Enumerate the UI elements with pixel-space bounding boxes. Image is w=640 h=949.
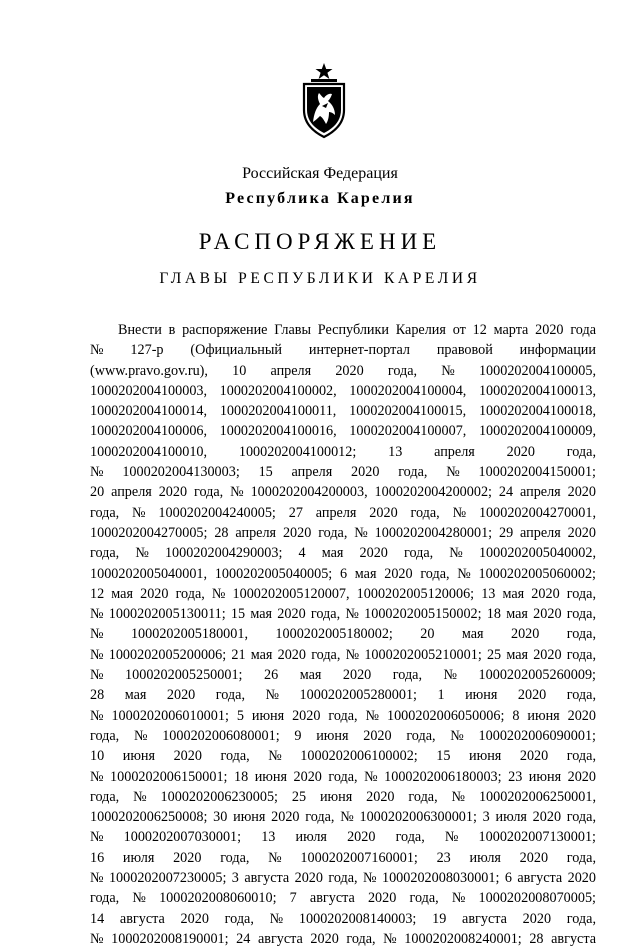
body-line: № 1000202008190001; 24 августа 2020 года, № 1000202008240001; 28 августа	[90, 930, 596, 947]
body-line: № 1000202005200006; 21 мая 2020 года, № 1000202005210001; 25 мая 2020 года,	[90, 646, 596, 663]
body-line: года, № 1000202004290003; 4 мая 2020 года, № 1000202005040002,	[90, 545, 596, 562]
body-line: года, № 1000202006230005; 25 июня 2020 года, № 1000202006250001,	[90, 788, 596, 805]
body-line: 20 апреля 2020 года, № 1000202004200003, 1000202004200002; 24 апреля 2020	[90, 484, 596, 501]
body-line: 16 июля 2020 года, № 1000202007160001; 23 июля 2020 года,	[90, 849, 596, 866]
body-line: № 1000202005180001, 1000202005180002; 20 мая 2020 года,	[90, 626, 596, 643]
body-line: № 1000202006150001; 18 июня 2020 года, № 1000202006180003; 23 июня 2020	[90, 768, 596, 785]
document-issuer: ГЛАВЫ РЕСПУБЛИКИ КАРЕЛИЯ	[159, 270, 481, 287]
body-line: 1000202006250008; 30 июня 2020 года, № 1000202006300001; 3 июля 2020 года,	[90, 809, 596, 826]
body-line: 1000202004100003, 1000202004100002, 1000202004100004, 1000202004100013,	[90, 382, 596, 399]
body-line: года, № 1000202008060010; 7 августа 2020 года, № 1000202008070005;	[90, 890, 596, 907]
body-line: № 1000202005250001; 26 мая 2020 года, № 1000202005260009;	[90, 667, 596, 684]
body-line: 10 июня 2020 года, № 1000202006100002; 15 июня 2020 года,	[90, 748, 596, 765]
body-line: Внести в распоряжение Главы Республики Карелия от 12 марта 2020 года	[118, 322, 596, 338]
body-line: № 1000202006010001; 5 июня 2020 года, № 1000202006050006; 8 июня 2020	[90, 707, 596, 724]
body-line: (www.pravo.gov.ru), 10 апреля 2020 года, № 1000202004100005,	[90, 362, 596, 379]
body-line: № 1000202004130003; 15 апреля 2020 года, № 1000202004150001;	[90, 464, 596, 481]
body-line: № 1000202005130011; 15 мая 2020 года, № 1000202005150002; 18 мая 2020 года,	[90, 606, 596, 623]
body-line: 1000202004100014, 1000202004100011, 1000202004100015, 1000202004100018,	[90, 403, 596, 420]
body-line: № 1000202007230005; 3 августа 2020 года, № 1000202008030001; 6 августа 2020	[90, 870, 596, 887]
document-type: РАСПОРЯЖЕНИЕ	[198, 229, 442, 254]
body-line: 12 мая 2020 года, № 1000202005120007, 1000202005120006; 13 мая 2020 года,	[90, 585, 596, 602]
body-line: года, № 1000202006080001; 9 июня 2020 года, № 1000202006090001;	[90, 727, 596, 744]
body-line: 28 мая 2020 года, № 1000202005280001; 1 июня 2020 года,	[90, 687, 596, 704]
body-line: № 1000202007030001; 13 июля 2020 года, № 1000202007130001;	[90, 829, 596, 846]
country-name: Российская Федерация	[242, 165, 398, 182]
body-line: года, № 1000202004240005; 27 апреля 2020 года, № 1000202004270001,	[90, 504, 596, 521]
document-body	[90, 320, 596, 949]
body-line: 1000202005040001, 1000202005040005; 6 мая 2020 года, № 1000202005060002;	[90, 565, 596, 582]
republic-name: Республика Карелия	[225, 190, 415, 207]
karelia-coat-of-arms-icon	[298, 62, 350, 140]
body-line: 14 августа 2020 года, № 1000202008140003; 19 августа 2020 года,	[90, 910, 596, 927]
body-line: 1000202004100010, 1000202004100012; 13 апреля 2020 года,	[90, 443, 596, 460]
body-line: 1000202004270005; 28 апреля 2020 года, № 1000202004280001; 29 апреля 2020	[90, 524, 596, 541]
body-line: 1000202004100006, 1000202004100016, 1000202004100007, 1000202004100009,	[90, 423, 596, 440]
body-line: № 127-р (Официальный интернет-портал правовой информации	[90, 342, 596, 359]
